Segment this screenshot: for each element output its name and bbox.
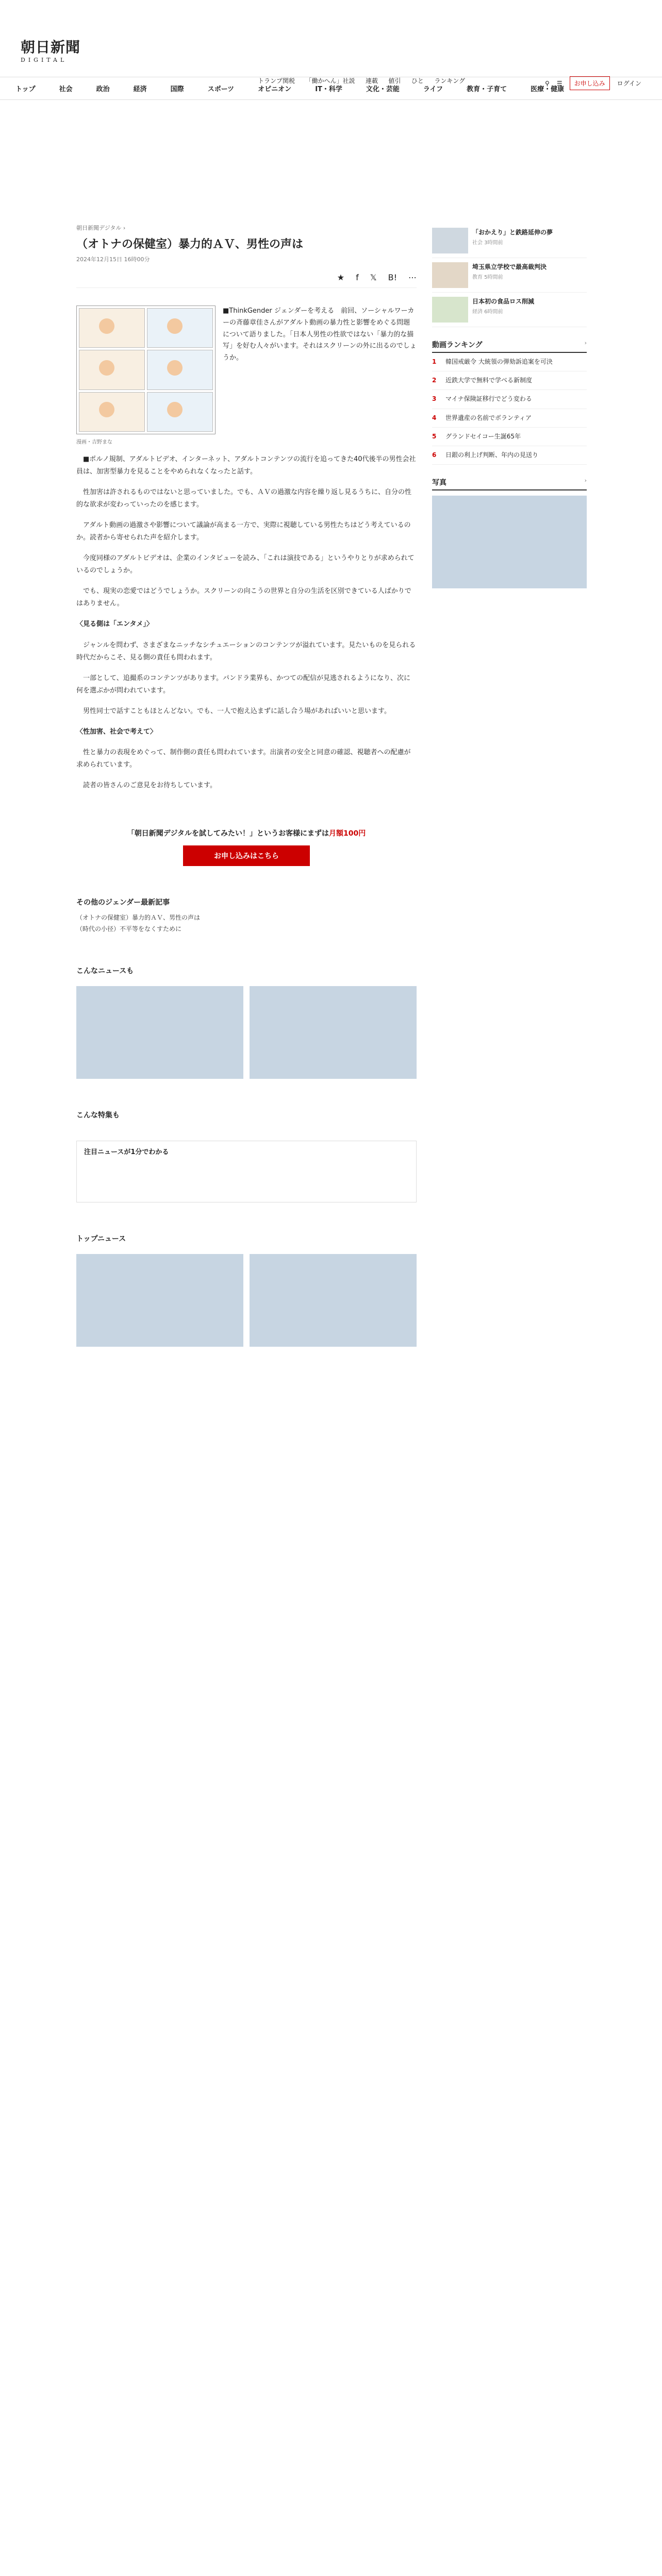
article-paragraph: でも、現実の恋愛ではどうでしょうか。スクリーンの向こうの世界と自分の生活を区別できている人ばかりではありません。 bbox=[76, 587, 411, 608]
photo-thumb[interactable] bbox=[432, 496, 587, 588]
nav-item[interactable]: 経済 bbox=[133, 86, 147, 93]
nav-item[interactable]: スポーツ bbox=[207, 86, 235, 93]
nav-item[interactable]: 教育・子育て bbox=[467, 86, 507, 93]
header-link[interactable]: 値引 bbox=[388, 77, 401, 84]
search-icon[interactable]: ⚲ bbox=[545, 79, 550, 87]
recommend-thumb[interactable] bbox=[250, 986, 417, 1079]
sidebar bbox=[432, 224, 587, 588]
related-item[interactable]: （オトナの保健室）暴力的ＡＶ、男性の声は bbox=[76, 913, 201, 921]
article-paragraph: ジャンルを問わず、さまざまなニッチなシチュエーションのコンテンツが溢れています。見たいものを見られる時代だからこそ、見る側の責任も問われます。 bbox=[76, 641, 416, 662]
article-subheading: 〈見る側は「エンタメ」〉 bbox=[76, 620, 153, 629]
photo-header: 写真 › bbox=[432, 477, 587, 490]
login-link[interactable]: ログイン bbox=[617, 80, 641, 87]
promo-text: 「朝日新聞デジタルを試してみたい！」というお客様にまずは bbox=[127, 829, 329, 838]
article-subheading: 〈性加害、社会で考えて〉 bbox=[76, 727, 157, 736]
ranking-item[interactable]: 3 マイナ保険証移行でどう変わる bbox=[432, 390, 587, 409]
facebook-icon[interactable]: f bbox=[356, 273, 359, 282]
sidebar-item[interactable]: 日本初の食品ロス削減 経済 6時間前 bbox=[432, 293, 587, 327]
more-icon[interactable]: ⋯ bbox=[408, 273, 417, 282]
ranking-item[interactable]: 2 近鉄大学で無料で学べる新制度 bbox=[432, 371, 587, 390]
sidebar-item[interactable]: 埼玉県立学校で最高裁判決 教育 5時間前 bbox=[432, 258, 587, 293]
ranking-item[interactable]: 5 グランドセイコー生誕65年 bbox=[432, 428, 587, 446]
nav-item[interactable]: 社会 bbox=[59, 86, 73, 93]
news-digest-box bbox=[76, 1141, 417, 1202]
header-tools bbox=[545, 76, 641, 90]
article-lead: ■ThinkGender ジェンダーを考える 前回、ソーシャルワーカーの斉藤章佳さんがアダルト動画の暴力性と影響をめぐる問題について語りました。「日本人男性の性欲ではない「暴力的な描写」を好む人々がいます。それはスクリーンの外に出るのでしょうか。 bbox=[223, 307, 417, 362]
subscription-promo bbox=[76, 828, 417, 866]
digest-title: 注目ニュースが1分でわかる bbox=[84, 1148, 169, 1157]
nav-item[interactable]: 国際 bbox=[170, 86, 184, 93]
image-caption: 漫画・吉野まな bbox=[76, 439, 112, 445]
article-paragraph: 性と暴力の表現をめぐって、制作側の責任も問われています。出演者の安全と同意の確認、視聴者への配慮が求められています。 bbox=[76, 748, 411, 769]
article-paragraph: 今度同様のアダルトビデオは、企業のインタビューを読み、「これは演技である」というやりとりが求められているのでしょうか。 bbox=[76, 554, 415, 575]
comic-illustration bbox=[76, 306, 216, 434]
x-icon[interactable]: 𝕏 bbox=[370, 273, 377, 282]
header-link[interactable]: ランキング bbox=[434, 77, 465, 84]
recommend-grid bbox=[76, 986, 417, 1079]
sidebar-item[interactable]: 「おかえり」と鉄路延伸の夢 社会 3時間前 bbox=[432, 224, 587, 258]
article-paragraph: 性加害は許されるものではないと思っていました。でも、ＡＶの過激な内容を繰り返し見るうちに、自分の性的な欲求が変わっていったのを感じます。 bbox=[76, 488, 412, 509]
more-link[interactable]: › bbox=[584, 340, 587, 346]
related-title: その他のジェンダー最新記事 bbox=[76, 898, 170, 907]
thumbnail bbox=[432, 262, 468, 288]
header-link[interactable]: トランプ関税 bbox=[258, 77, 295, 84]
hatena-icon[interactable]: B! bbox=[388, 273, 397, 282]
nav-item[interactable]: ライフ bbox=[423, 86, 443, 93]
article-date: 2024年12月15日 16時00分 bbox=[76, 256, 150, 263]
site-header bbox=[0, 0, 662, 87]
header-link[interactable]: 連載 bbox=[365, 77, 378, 84]
special-title: こんな特集も bbox=[76, 1111, 120, 1120]
more-link[interactable]: › bbox=[584, 477, 587, 484]
subscribe-button[interactable]: お申し込み bbox=[570, 76, 610, 90]
article-paragraph: 男性同士で話すこともほとんどない。でも、一人で抱え込まずに話し合う場があればいいと思います。 bbox=[83, 707, 391, 715]
nav-item[interactable]: 医療・健康 bbox=[531, 86, 565, 93]
article-paragraph: 一部として、追撮系のコンテンツがあります。パンドラ業界も、かつての配信が見逃されるようになり、次に何を選ぶかが問われています。 bbox=[76, 674, 411, 694]
header-links bbox=[258, 76, 473, 85]
article-title: （オトナの保健室）暴力的ＡＶ、男性の声は bbox=[76, 238, 304, 251]
recommend-title: こんなニュースも bbox=[76, 967, 134, 976]
site-logo[interactable]: 朝日新聞 DIGITAL bbox=[21, 39, 81, 63]
article-paragraph: 読者の皆さんのご意見をお待ちしています。 bbox=[83, 781, 217, 789]
article-main bbox=[76, 224, 417, 1347]
bookmark-icon[interactable]: ★ bbox=[337, 273, 345, 282]
promo-highlight: 月額100円 bbox=[328, 829, 366, 838]
thumbnail bbox=[432, 297, 468, 323]
nav-item[interactable]: トップ bbox=[15, 86, 36, 93]
header-link[interactable]: ひと bbox=[411, 77, 424, 84]
promo-button[interactable]: お申し込みはこちら bbox=[183, 845, 310, 866]
nav-item[interactable]: 文化・芸能 bbox=[366, 86, 400, 93]
article-body bbox=[76, 453, 417, 792]
nav-item[interactable]: オピニオン bbox=[258, 86, 292, 93]
top-news-thumb[interactable] bbox=[76, 1254, 243, 1347]
recommend-thumb[interactable] bbox=[76, 986, 243, 1079]
top-news-thumb[interactable] bbox=[250, 1254, 417, 1347]
top-news-grid bbox=[76, 1254, 417, 1347]
ranking-item[interactable]: 4 世界遺産の名前でボランティア bbox=[432, 409, 587, 428]
thumbnail bbox=[432, 228, 468, 253]
ranking-header: 動画ランキング › bbox=[432, 340, 587, 353]
article-paragraph: アダルト動画の過激さや影響について議論が高まる一方で、実際に視聴している男性たちはどう考えているのか。読者から寄せられた声を紹介します。 bbox=[76, 521, 411, 542]
article-paragraph: ■ポルノ規制、アダルトビデオ、インターネット、アダルトコンテンツの流行を追ってきた40代後半の男性会社員は、加害型暴力を見ることをやめられなくなったと話す。 bbox=[76, 455, 416, 476]
breadcrumb[interactable]: 朝日新聞デジタル › bbox=[76, 225, 126, 231]
nav-item[interactable]: IT・科学 bbox=[315, 86, 342, 93]
header-link[interactable]: 「働かへん」社説 bbox=[305, 77, 355, 84]
article-lead-block bbox=[76, 306, 417, 445]
top-news-title: トップニュース bbox=[76, 1235, 126, 1244]
related-item[interactable]: （時代の小径）不平等をなくすために bbox=[76, 925, 182, 933]
menu-icon[interactable]: ☰ bbox=[556, 79, 562, 87]
share-bar bbox=[76, 273, 417, 288]
ranking-item[interactable]: 1 韓国戒厳令 大統領の弾劾訴追案を可決 bbox=[432, 353, 587, 371]
ranking-item[interactable]: 6 日銀の利上げ判断、年内の見送り bbox=[432, 446, 587, 465]
nav-item[interactable]: 政治 bbox=[96, 86, 110, 93]
